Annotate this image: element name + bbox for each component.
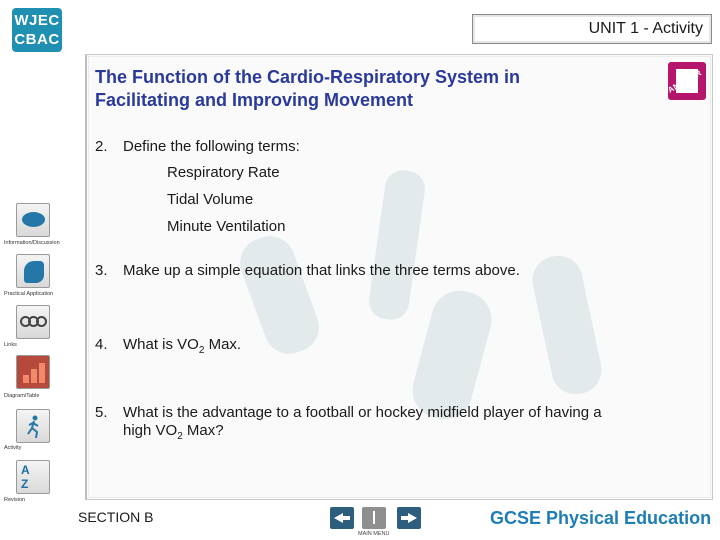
section-label: SECTION B: [78, 509, 154, 525]
question-text-end: Max.: [204, 336, 242, 353]
main-menu-button[interactable]: [362, 507, 386, 529]
nav-revision[interactable]: [16, 460, 50, 494]
nav-label-diagram: Diagram/Table: [4, 393, 40, 399]
question-text: [123, 336, 613, 360]
page-title: The Function of the Cardio-Respiratory System in Facilitating and Improving Movement: [95, 67, 521, 110]
subscript: 2: [177, 431, 183, 442]
nav-activity[interactable]: [16, 409, 50, 443]
logo-line-1: WJEC: [14, 12, 60, 29]
main-menu-label: MAIN MENU: [358, 531, 390, 537]
footer-title: GCSE Physical Education: [490, 508, 712, 528]
question-text: Define the following terms:: [123, 138, 300, 155]
question-text-main: What is the advantage to a football or hockey midfield player of having a high VO: [123, 404, 602, 439]
flexed-arm-icon: [24, 261, 44, 283]
answer-label: ANSWER: [666, 68, 704, 95]
question-text-end: Max?: [182, 422, 224, 439]
a-to-z-icon: A: [21, 463, 30, 477]
question-text: [123, 404, 623, 446]
next-button[interactable]: [397, 507, 421, 529]
term-tidal-volume: Tidal Volume: [167, 191, 254, 208]
nav-label-revision: Revision: [4, 497, 26, 503]
nav-diagram-table[interactable]: [16, 355, 50, 389]
answer-button[interactable]: [668, 62, 706, 100]
question-number: 2.: [95, 138, 108, 155]
speech-bubble-icon: [22, 212, 45, 227]
term-respiratory-rate: Respiratory Rate: [167, 164, 280, 181]
logo-line-2: CBAC: [14, 31, 60, 48]
subscript: 2: [198, 345, 205, 356]
a-to-z-icon-z: Z: [21, 477, 29, 491]
previous-button[interactable]: [330, 507, 354, 529]
question-number: 5.: [95, 404, 108, 421]
unit-label: UNIT 1 - Activity: [472, 14, 712, 44]
runner-icon: [26, 415, 42, 439]
question-number: 3.: [95, 262, 108, 279]
main-menu-icon: [373, 511, 375, 524]
nav-label-information: Information/Discussion: [4, 240, 60, 246]
question-number: 4.: [95, 336, 108, 353]
arrow-left-tail: [342, 516, 350, 520]
term-minute-ventilation: Minute Ventilation: [167, 218, 286, 235]
nav-practical-application[interactable]: [16, 254, 50, 288]
arrow-right-icon: [408, 513, 417, 523]
nav-links[interactable]: [16, 305, 50, 339]
nav-label-practical: Practical Application: [4, 291, 54, 297]
nav-label-links: Links: [4, 342, 17, 348]
question-text: Make up a simple equation that links the three terms above.: [123, 262, 520, 279]
wjec-cbac-logo: [12, 8, 62, 52]
nav-label-activity: Activity: [4, 445, 22, 451]
question-text-main: What is VO: [123, 336, 199, 353]
nav-information-discussion[interactable]: [16, 203, 50, 237]
